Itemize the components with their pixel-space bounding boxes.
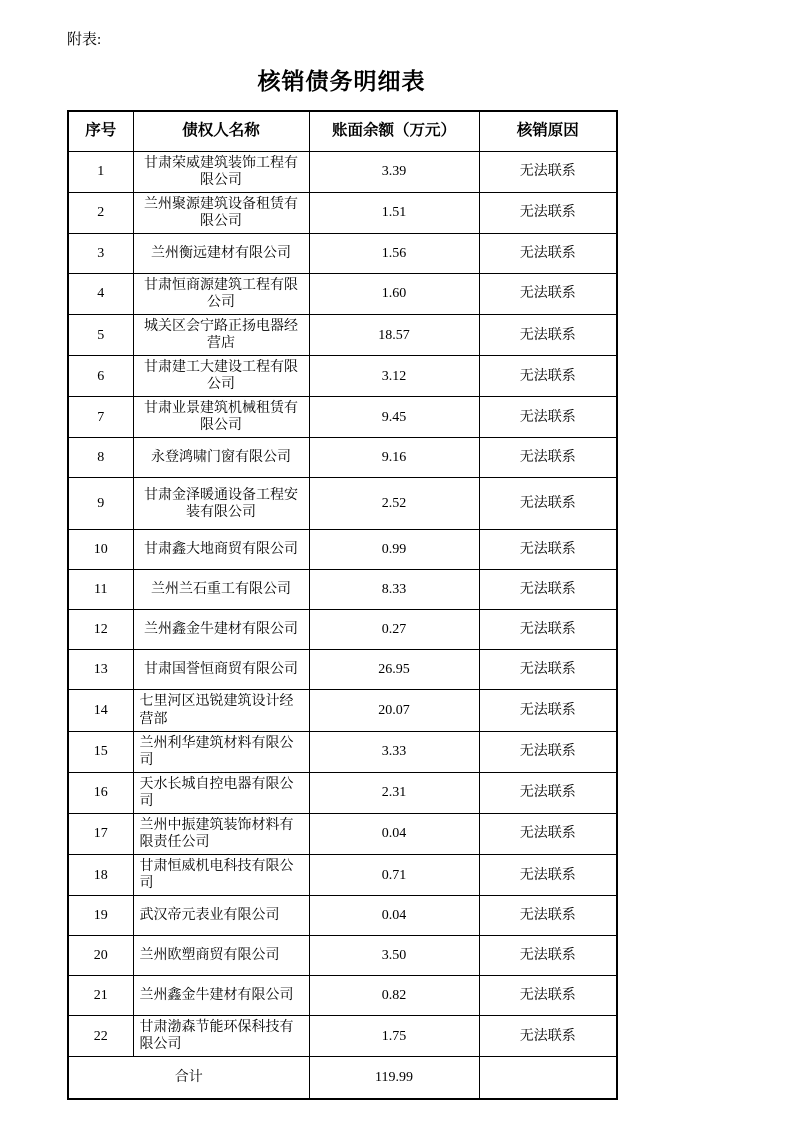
cell-creditor-name: 兰州鑫金牛建材有限公司 <box>133 610 309 650</box>
cell-reason: 无法联系 <box>479 690 617 731</box>
table-header <box>68 111 617 151</box>
cell-balance: 1.75 <box>309 1016 479 1057</box>
cell-balance: 26.95 <box>309 650 479 690</box>
cell-serial: 11 <box>68 570 133 610</box>
column-header-balance: 账面余额（万元） <box>309 111 479 151</box>
cell-reason: 无法联系 <box>479 478 617 530</box>
table-row <box>68 936 617 976</box>
document-page <box>67 28 616 1100</box>
cell-balance: 3.33 <box>309 731 479 772</box>
table-row <box>68 855 617 896</box>
cell-reason: 无法联系 <box>479 772 617 813</box>
cell-creditor-name: 兰州欧塑商贸有限公司 <box>133 936 309 976</box>
cell-balance: 3.39 <box>309 151 479 192</box>
table-row <box>68 976 617 1016</box>
cell-serial: 4 <box>68 273 133 314</box>
cell-reason: 无法联系 <box>479 855 617 896</box>
cell-balance: 2.31 <box>309 772 479 813</box>
cell-reason: 无法联系 <box>479 233 617 273</box>
cell-reason: 无法联系 <box>479 650 617 690</box>
total-reason <box>479 1057 617 1099</box>
cell-creditor-name: 兰州衡远建材有限公司 <box>133 233 309 273</box>
table-row <box>68 151 617 192</box>
cell-creditor-name: 甘肃荣威建筑装饰工程有限公司 <box>133 151 309 192</box>
table-row <box>68 610 617 650</box>
cell-reason: 无法联系 <box>479 397 617 438</box>
column-header-creditor: 债权人名称 <box>133 111 309 151</box>
column-header-serial: 序号 <box>68 111 133 151</box>
cell-creditor-name: 兰州聚源建筑设备租赁有限公司 <box>133 192 309 233</box>
cell-serial: 20 <box>68 936 133 976</box>
cell-reason: 无法联系 <box>479 976 617 1016</box>
cell-balance: 18.57 <box>309 314 479 355</box>
cell-reason: 无法联系 <box>479 356 617 397</box>
cell-serial: 18 <box>68 855 133 896</box>
cell-reason: 无法联系 <box>479 896 617 936</box>
table-row <box>68 570 617 610</box>
cell-serial: 19 <box>68 896 133 936</box>
table-row <box>68 731 617 772</box>
table-row <box>68 772 617 813</box>
cell-creditor-name: 甘肃鑫大地商贸有限公司 <box>133 530 309 570</box>
cell-balance: 1.51 <box>309 192 479 233</box>
table-row <box>68 273 617 314</box>
table-row <box>68 438 617 478</box>
cell-serial: 5 <box>68 314 133 355</box>
cell-serial: 21 <box>68 976 133 1016</box>
table-row <box>68 314 617 355</box>
total-row <box>68 1057 617 1099</box>
cell-creditor-name: 甘肃建工大建设工程有限公司 <box>133 356 309 397</box>
cell-creditor-name: 兰州鑫金牛建材有限公司 <box>133 976 309 1016</box>
table-row <box>68 356 617 397</box>
table-row <box>68 397 617 438</box>
cell-balance: 1.56 <box>309 233 479 273</box>
cell-balance: 0.82 <box>309 976 479 1016</box>
cell-creditor-name: 甘肃渤森节能环保科技有限公司 <box>133 1016 309 1057</box>
cell-balance: 0.27 <box>309 610 479 650</box>
cell-balance: 0.04 <box>309 896 479 936</box>
table-row <box>68 896 617 936</box>
column-header-reason: 核销原因 <box>479 111 617 151</box>
cell-creditor-name: 甘肃恒威机电科技有限公司 <box>133 855 309 896</box>
cell-creditor-name: 兰州兰石重工有限公司 <box>133 570 309 610</box>
cell-serial: 15 <box>68 731 133 772</box>
table-row <box>68 530 617 570</box>
cell-reason: 无法联系 <box>479 530 617 570</box>
cell-reason: 无法联系 <box>479 192 617 233</box>
cell-creditor-name: 七里河区迅锐建筑设计经营部 <box>133 690 309 731</box>
cell-creditor-name: 武汉帝元表业有限公司 <box>133 896 309 936</box>
cell-serial: 7 <box>68 397 133 438</box>
table-row <box>68 690 617 731</box>
cell-reason: 无法联系 <box>479 610 617 650</box>
table-body <box>68 151 617 1057</box>
cell-serial: 17 <box>68 813 133 854</box>
cell-creditor-name: 甘肃国誉恒商贸有限公司 <box>133 650 309 690</box>
cell-creditor-name: 兰州利华建筑材料有限公司 <box>133 731 309 772</box>
cell-serial: 9 <box>68 478 133 530</box>
cell-balance: 1.60 <box>309 273 479 314</box>
cell-serial: 8 <box>68 438 133 478</box>
debt-table <box>67 110 618 1100</box>
cell-reason: 无法联系 <box>479 273 617 314</box>
total-balance: 119.99 <box>309 1057 479 1099</box>
cell-serial: 6 <box>68 356 133 397</box>
cell-serial: 22 <box>68 1016 133 1057</box>
cell-reason: 无法联系 <box>479 1016 617 1057</box>
cell-creditor-name: 甘肃恒商源建筑工程有限公司 <box>133 273 309 314</box>
table-row <box>68 1016 617 1057</box>
cell-serial: 3 <box>68 233 133 273</box>
cell-balance: 2.52 <box>309 478 479 530</box>
cell-creditor-name: 天水长城自控电器有限公司 <box>133 772 309 813</box>
table-row <box>68 813 617 854</box>
cell-creditor-name: 永登鸿啸门窗有限公司 <box>133 438 309 478</box>
cell-reason: 无法联系 <box>479 151 617 192</box>
table-row <box>68 192 617 233</box>
cell-reason: 无法联系 <box>479 731 617 772</box>
cell-balance: 0.04 <box>309 813 479 854</box>
cell-reason: 无法联系 <box>479 314 617 355</box>
cell-reason: 无法联系 <box>479 570 617 610</box>
page-annotation: 附表: <box>67 32 102 48</box>
table-row <box>68 233 617 273</box>
cell-balance: 9.16 <box>309 438 479 478</box>
cell-balance: 3.12 <box>309 356 479 397</box>
table-row <box>68 478 617 530</box>
cell-serial: 1 <box>68 151 133 192</box>
cell-balance: 3.50 <box>309 936 479 976</box>
table-row <box>68 650 617 690</box>
cell-serial: 2 <box>68 192 133 233</box>
cell-creditor-name: 兰州中振建筑装饰材料有限责任公司 <box>133 813 309 854</box>
table-footer <box>68 1057 617 1099</box>
cell-serial: 10 <box>68 530 133 570</box>
cell-serial: 13 <box>68 650 133 690</box>
cell-serial: 14 <box>68 690 133 731</box>
cell-balance: 20.07 <box>309 690 479 731</box>
cell-balance: 0.71 <box>309 855 479 896</box>
cell-reason: 无法联系 <box>479 438 617 478</box>
cell-balance: 0.99 <box>309 530 479 570</box>
cell-balance: 8.33 <box>309 570 479 610</box>
cell-creditor-name: 甘肃金泽暖通设备工程安装有限公司 <box>133 478 309 530</box>
cell-serial: 16 <box>68 772 133 813</box>
cell-creditor-name: 甘肃业景建筑机械租赁有限公司 <box>133 397 309 438</box>
header-row <box>68 111 617 151</box>
cell-balance: 9.45 <box>309 397 479 438</box>
cell-serial: 12 <box>68 610 133 650</box>
page-title: 核销债务明细表 <box>257 68 426 94</box>
cell-creditor-name: 城关区会宁路正扬电器经营店 <box>133 314 309 355</box>
cell-reason: 无法联系 <box>479 813 617 854</box>
cell-reason: 无法联系 <box>479 936 617 976</box>
total-label: 合计 <box>68 1057 309 1099</box>
